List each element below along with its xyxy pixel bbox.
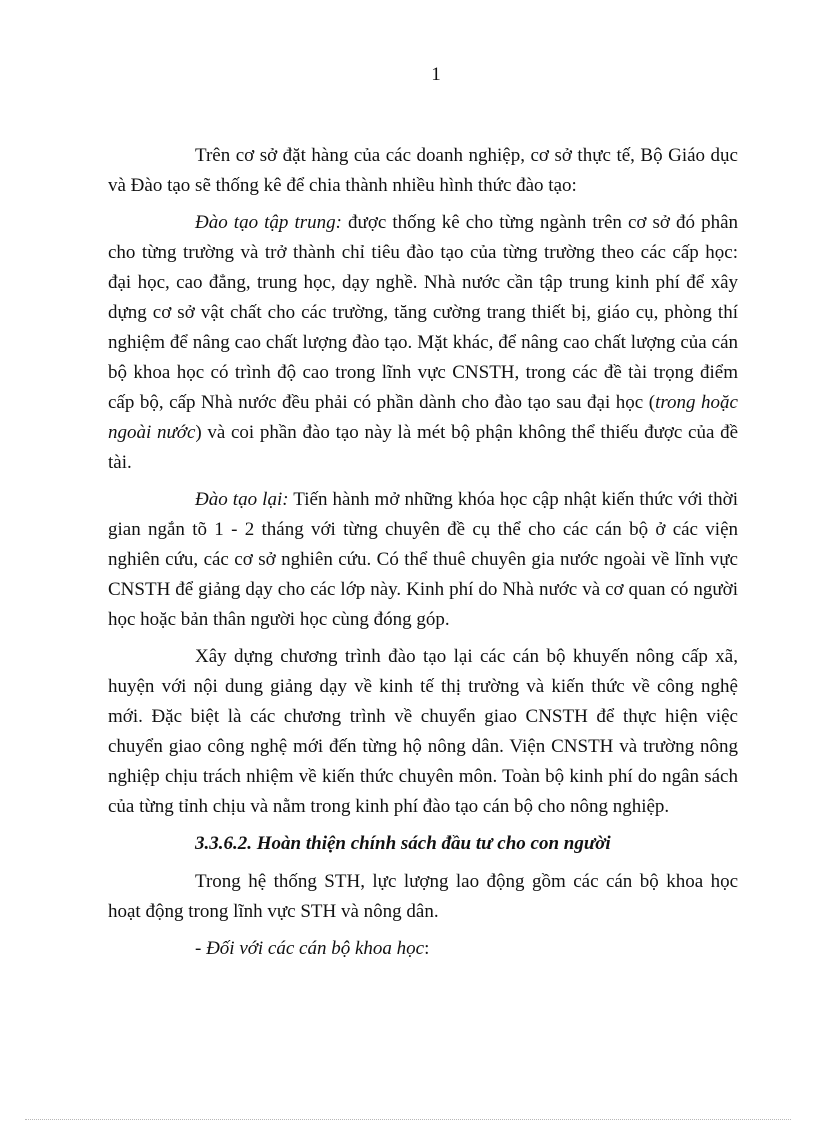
page-bottom-divider: [25, 1119, 791, 1120]
list-item-scientists: [108, 934, 738, 964]
paragraph-intro: Trên cơ sở đặt hàng của các doanh nghiệp, cơ sở thực tế, Bộ Giáo dục và Đào tạo sẽ thống kê để chia thành nhiều hình thức đào tạo:: [108, 145, 738, 196]
paragraph-workforce: Trong hệ thống STH, lực lượng lao động gồm các cán bộ khoa học hoạt động trong lĩnh vực STH và nông dân.: [108, 871, 738, 922]
paragraph-concentrated-training: [108, 208, 738, 478]
paragraph-text: ) và coi phần đào tạo này là mét bộ phận không thể thiếu được của đề tài.: [108, 422, 738, 473]
page-number: 1: [431, 64, 441, 85]
document-body: [108, 141, 738, 971]
list-item-colon: :: [424, 938, 430, 959]
term-retraining: Đào tạo lại:: [195, 489, 289, 510]
term-concentrated-training: Đào tạo tập trung:: [195, 212, 342, 233]
emphasis-scientists: - Đối với các cán bộ khoa học: [195, 938, 425, 959]
emphasis-domestic-foreign: trong hoặc ngoài nước: [108, 392, 738, 443]
section-heading: 3.3.6.2. Hoàn thiện chính sách đầu tư cho con người: [195, 833, 611, 854]
paragraph-text: Tiến hành mở những khóa học cập nhật kiến thức với thời gian ngắn tõ 1 - 2 tháng với từng chuyên đề cụ thể cho các cán bộ ở các viện nghiên cứu, các cơ sở nghiên cứu. Có thể thuê chuyên gia nước ngoài về lĩnh vực CNSTH để giảng dạy cho các lớp này. Kinh phí do Nhà nước và cơ quan có người học hoặc bản thân người học cùng đóng góp.: [108, 489, 739, 630]
paragraph-text: được thống kê cho từng ngành trên cơ sở đó phân cho từng trường và trở thành chỉ tiêu đào tạo của từng trường theo các cấp học: đại học, cao đẳng, trung học, dạy nghề. Nhà nước cần tập trung kinh phí để xây dựng cơ sở vật chất cho các trường, tăng cường trang thiết bị, giáo cụ, phòng thí nghiệm để nâng cao chất lượng đào tạo. Mặt khác, để nâng cao chất lượng của cán bộ khoa học có trình độ cao trong lĩnh vực CNSTH, trong các đề tài trọng điểm cấp bộ, cấp Nhà nước đều phải có phần dành cho đào tạo sau đại học (: [108, 212, 739, 413]
paragraph-extension-officers: Xây dựng chương trình đào tạo lại các cán bộ khuyến nông cấp xã, huyện với nội dung giảng dạy về kinh tế thị trường và kiến thức về công nghệ mới. Đặc biệt là các chương trình về chuyển giao CNSTH để thực hiện việc chuyển giao công nghệ mới đến từng hộ nông dân. Viện CNSTH và trường nông nghiệp chịu trách nhiệm về kiến thức chuyên môn. Toàn bộ kinh phí do ngân sách của từng tỉnh chịu và nằm trong kinh phí đào tạo cán bộ cho nông nghiệp.: [108, 646, 738, 817]
paragraph-retraining: [108, 485, 738, 635]
